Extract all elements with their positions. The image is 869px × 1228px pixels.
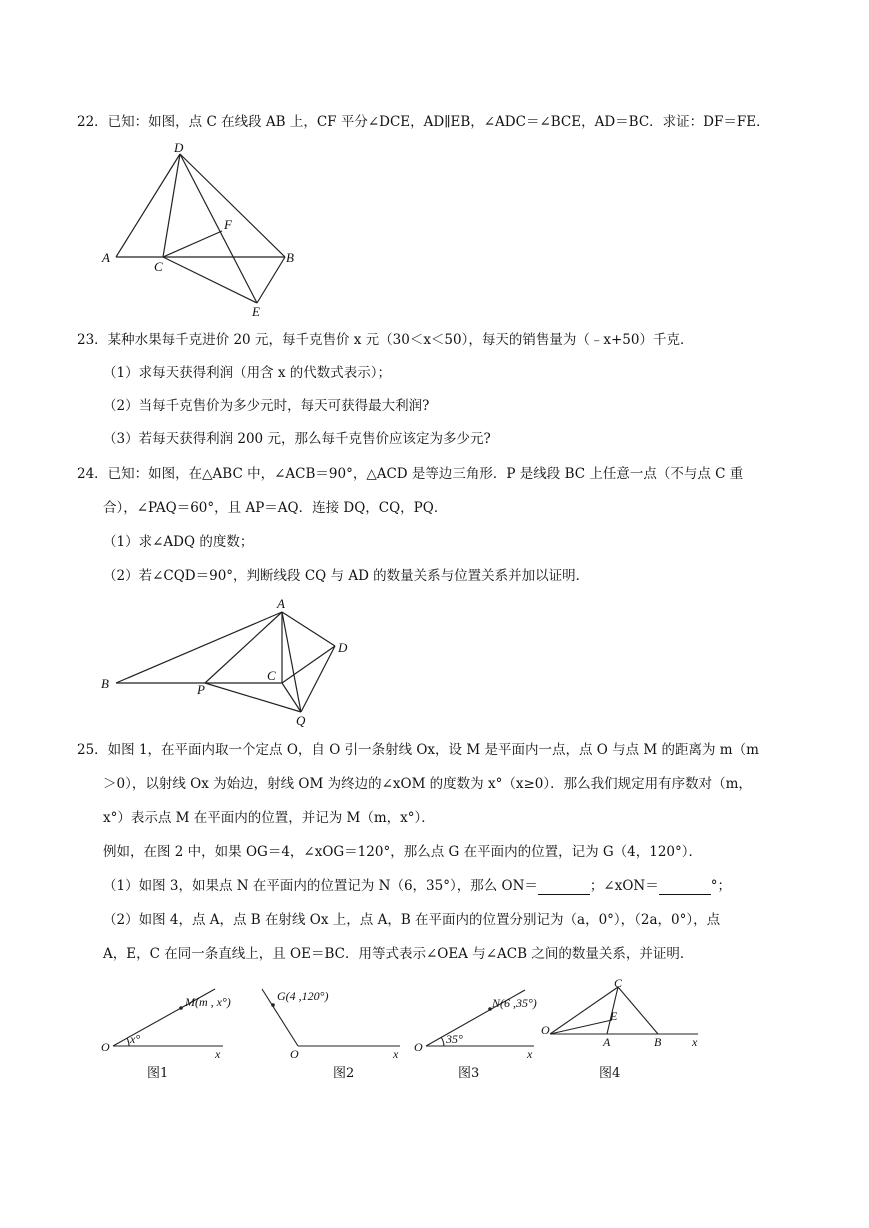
fig3-angle: 35° [446,1032,463,1046]
q24-item-1: （1）求∠ADQ 的度数； [103,534,254,550]
q22-text: 22．已知：如图，点 C 在线段 AB 上，CF 平分∠DCE，AD∥EB，∠ADC＝∠BCE，AD＝BC．求证：DF＝FE． [77,114,770,130]
q25-item-1 [103,877,731,895]
q23-item-3: （3）若每天获得利润 200 元，那么每千克售价应该定为多少元? [103,431,491,447]
fig4-label-c: C [614,976,623,990]
q25-figure-1 [95,985,245,1060]
angle-answer-blank [659,880,711,895]
q22-label-d: D [174,140,184,155]
fig3-label-x: x [527,1047,533,1061]
q25-line-1: 25．如图 1，在平面内取一个定点 O，自 O 引一条射线 Ox，设 M 是平面内一点，点 O 与点 M 的距离为 m（m [77,742,759,758]
q25-line-2: ＞0），以射线 Ox 为始边，射线 OM 为终边的∠xOM 的度数为 x°（x≥0）．那么我们规定用有序数对（m， [103,776,752,792]
q24-label-p: P [197,682,205,697]
q24-label-d: D [338,640,348,655]
fig1-label-x: x [215,1047,221,1061]
q22-figure [100,140,310,320]
q25-figure-4 [538,975,708,1060]
fig4-label-e: E [610,1009,618,1023]
q25-item1-text-c: °； [710,878,731,894]
q24-text-line2: 合），∠PAQ＝60°，且 AP＝AQ．连接 DQ，CQ，PQ． [103,500,448,516]
fig2-label-g: G(4 ,120°) [277,989,329,1003]
fig1-label-m: M(m , x°) [185,995,231,1009]
q25-line-3: x°）表示点 M 在平面内的位置，并记为 M（m，x°）． [103,810,435,826]
fig2-label-o: O [290,1047,299,1061]
q24-label-a: A [277,596,285,611]
q24-figure [98,594,368,729]
q24-text-line1: 24．已知：如图，在△ABC 中，∠ACB＝90°，△ACD 是等边三角形．P 是线段 BC 上任意一点（不与点 C 重 [77,466,744,482]
q24-label-b: B [101,676,109,691]
fig4-label-a: A [603,1035,611,1049]
q25-item-2-line1: （2）如图 4，点 A，点 B 在射线 Ox 上，点 A，B 在平面内的位置分别记为（a，0°），（2a，0°），点 [103,912,721,928]
fig1-label-o: O [101,1040,110,1054]
q24-label-q: Q [296,713,306,728]
fig4-label-o: O [541,1023,550,1037]
fig2-caption: 图2 [333,1066,355,1081]
q23-item-2: （2）当每千克售价为多少元时，每天可获得最大利润? [103,398,430,414]
q22-label-c: C [154,259,163,274]
q22-label-e: E [252,304,260,319]
q23-item-1: （1）求每天获得利润（用含 x 的代数式表示）； [103,365,392,381]
fig4-label-b: B [654,1035,662,1049]
q22-label-a: A [102,250,110,265]
q24-item-2: （2）若∠CQD＝90°，判断线段 CQ 与 AD 的数量关系与位置关系并加以证明． [103,568,590,584]
q25-figure-2 [255,985,405,1060]
fig2-label-x: x [393,1047,399,1061]
q25-item-2-line2: A，E，C 在同一条直线上，且 OE＝BC．用等式表示∠OEA 与∠ACB 之间的数量关系，并证明． [103,946,694,962]
q22-label-b: B [286,250,294,265]
q25-item1-text-a: （1）如图 3，如果点 N 在平面内的位置记为 N（6，35°），那么 ON＝ [103,878,538,894]
fig3-caption: 图3 [458,1066,480,1081]
fig4-caption: 图4 [599,1066,621,1081]
q23-text: 23．某种水果每千克进价 20 元，每千克售价 x 元（30＜x＜50），每天的销售量为（﹣x+50）千克． [77,332,694,348]
fig3-label-o: O [414,1040,423,1054]
fig4-label-x: x [692,1035,698,1049]
fig1-caption: 图1 [147,1066,169,1081]
q22-label-f: F [224,217,232,232]
on-answer-blank [538,880,590,895]
fig1-angle: x° [130,1032,141,1046]
fig3-label-n: N(6 ,35°) [492,996,537,1010]
q24-label-c: C [267,668,276,683]
q25-line-4: 例如，在图 2 中，如果 OG＝4，∠xOG＝120°，那么点 G 在平面内的位置，记为 G（4，120°）． [103,844,702,860]
q25-item1-text-b: ；∠xON＝ [589,878,659,894]
